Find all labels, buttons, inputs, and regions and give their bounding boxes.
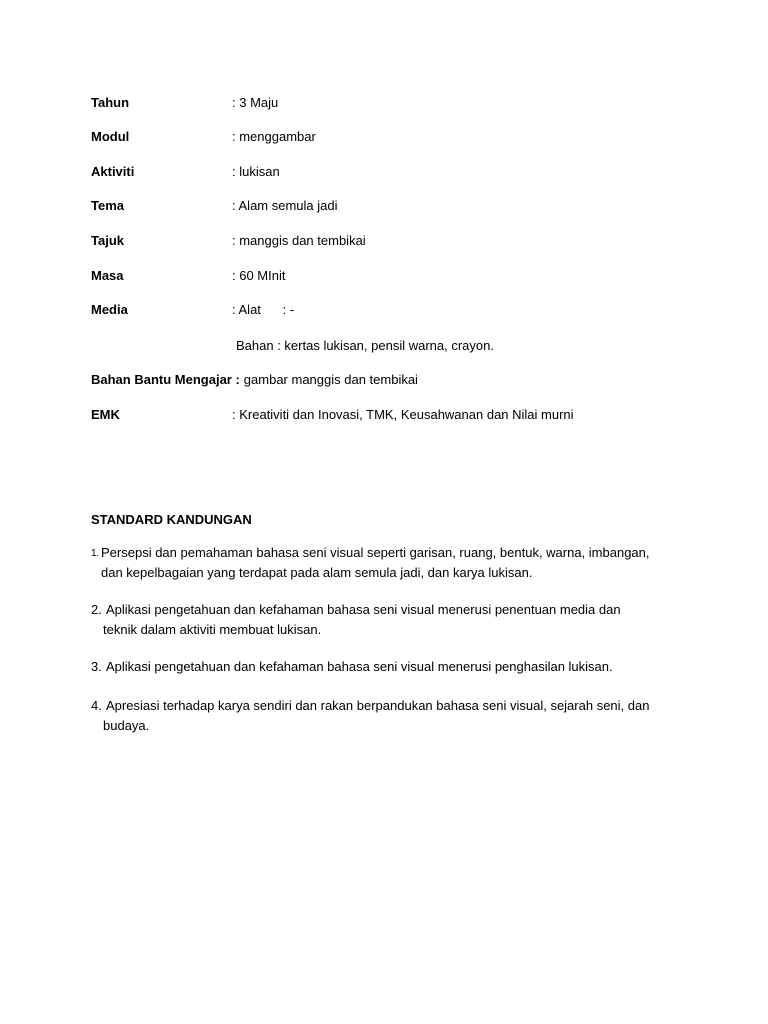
field-value: : lukisan (232, 164, 280, 179)
field-label: Media (91, 302, 128, 317)
field-aktiviti (91, 163, 280, 181)
field-tema (91, 197, 338, 215)
field-value: : 60 MInit (232, 268, 286, 283)
field-value: : Alat : - (232, 302, 295, 317)
field-label: Tahun (91, 95, 130, 110)
field-label: EMK (91, 407, 120, 422)
list-item (91, 657, 701, 677)
list-item-number: 1. (91, 548, 100, 559)
list-item (91, 543, 701, 583)
section-heading: STANDARD KANDUNGAN (91, 512, 252, 527)
field-label: Bahan Bantu Mengajar : (91, 372, 240, 387)
list-item-number: 2. (91, 602, 102, 617)
list-item-text: Aplikasi pengetahuan dan kefahaman bahasa seni visual menerusi penghasilan lukisan. (106, 659, 613, 674)
field-bahan-bantu (91, 371, 418, 389)
field-label: Tajuk (91, 233, 124, 248)
list-item-number: 3. (91, 659, 102, 674)
bahan-line: Bahan : kertas lukisan, pensil warna, crayon. (236, 338, 494, 353)
field-value: : menggambar (232, 129, 316, 144)
list-item-text-continued: dan kepelbagaian yang terdapat pada alam semula jadi, dan karya lukisan. (101, 565, 533, 580)
field-emk (91, 406, 574, 424)
list-item (91, 600, 701, 640)
field-value: : 3 Maju (232, 95, 279, 110)
list-item-text: Apresiasi terhadap karya sendiri dan rakan berpandukan bahasa seni visual, sejarah seni, dan (106, 698, 650, 713)
field-masa (91, 267, 286, 285)
field-label: Modul (91, 129, 130, 144)
list-item-text: Persepsi dan pemahaman bahasa seni visual seperti garisan, ruang, bentuk, warna, imbangan, (101, 545, 650, 560)
field-value: : Kreativiti dan Inovasi, TMK, Keusahwanan dan Nilai murni (232, 407, 574, 422)
list-item-text: Aplikasi pengetahuan dan kefahaman bahasa seni visual menerusi penentuan media dan (106, 602, 621, 617)
field-media (91, 301, 295, 319)
field-tajuk (91, 232, 366, 250)
list-item-text-continued: teknik dalam aktiviti membuat lukisan. (103, 622, 322, 637)
field-label: Tema (91, 198, 124, 213)
list-item-text-continued: budaya. (103, 718, 150, 733)
field-value: : manggis dan tembikai (232, 233, 366, 248)
field-value: : Alam semula jadi (232, 198, 338, 213)
field-label: Masa (91, 268, 124, 283)
list-item (91, 696, 701, 736)
field-label: Aktiviti (91, 164, 135, 179)
list-item-number: 4. (91, 698, 102, 713)
field-tahun (91, 94, 279, 112)
field-value: gambar manggis dan tembikai (243, 372, 418, 387)
field-modul (91, 128, 316, 146)
